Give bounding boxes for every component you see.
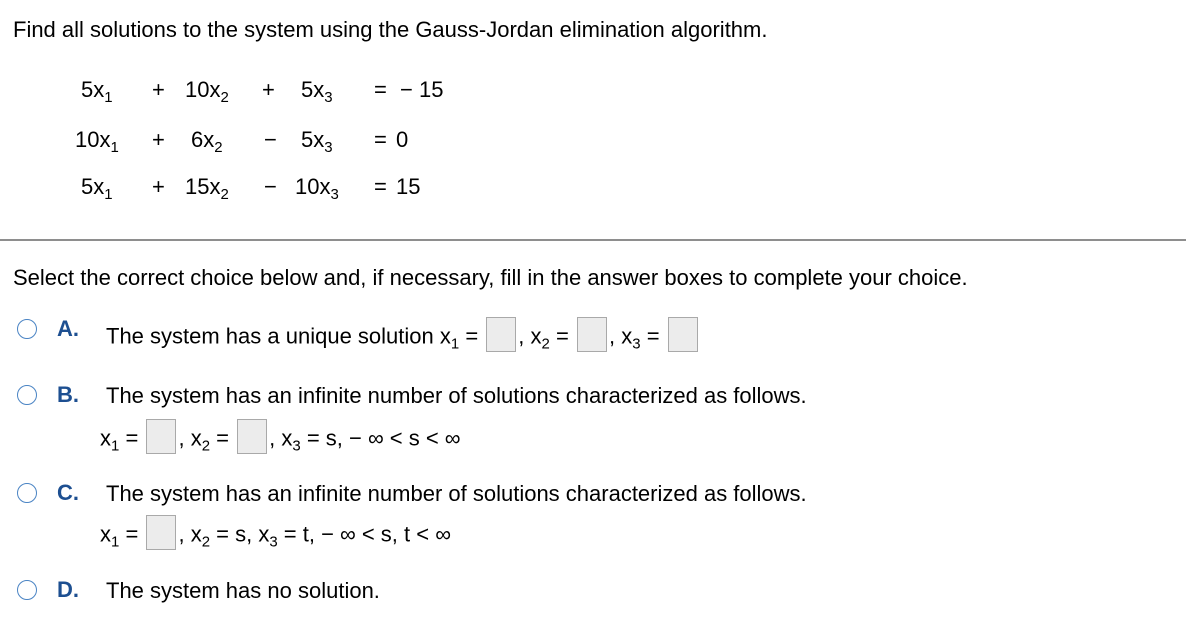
choice-b[interactable] <box>0 382 1186 462</box>
radio-b[interactable] <box>17 385 37 405</box>
choice-c-text: The system has an infinite number of solutions characterized as follows. <box>106 481 807 506</box>
choice-c-answer-line: $x_1$ = , $x_2 = s$, $x_3 = t$, − ∞ < s, t < ∞ <box>100 518 451 553</box>
term-1: $5x_1$ <box>81 174 113 204</box>
choice-a-label: The system has a unique solution x <box>106 323 451 349</box>
choice-c-letter: C. <box>57 480 79 505</box>
equals: = <box>374 77 387 102</box>
equation-row <box>0 174 600 206</box>
choice-d[interactable] <box>0 577 1186 611</box>
rhs: 15 <box>396 174 421 199</box>
operator: − <box>264 127 277 152</box>
term-1: $5x_1$ <box>81 77 113 107</box>
radio-d[interactable] <box>17 580 37 600</box>
rhs: − 15 <box>400 77 444 102</box>
choice-b-answer-line: $x_1$ = , $x_2$ = , $x_3 = s$, − ∞ < s < ∞ <box>100 422 460 457</box>
term-1: $10x_1$ <box>75 127 119 157</box>
radio-c[interactable] <box>17 483 37 503</box>
choice-c[interactable] <box>0 480 1186 560</box>
operator: + <box>262 77 275 102</box>
choice-a-letter: A. <box>57 316 79 341</box>
rhs: 0 <box>396 127 409 152</box>
choice-d-letter: D. <box>57 577 79 602</box>
choice-b-text: The system has an infinite number of solutions characterized as follows. <box>106 383 807 408</box>
term-2: $6x_2$ <box>191 127 223 157</box>
operator: + <box>152 127 165 152</box>
equals: = <box>374 127 387 152</box>
answer-box-x1[interactable] <box>146 419 176 454</box>
choice-b-letter: B. <box>57 382 79 407</box>
equals: = <box>374 174 387 199</box>
radio-a[interactable] <box>17 319 37 339</box>
answer-box-x3[interactable] <box>668 317 698 352</box>
term-2: $10x_2$ <box>185 77 229 107</box>
answer-box-x2[interactable] <box>237 419 267 454</box>
term-2: $15x_2$ <box>185 174 229 204</box>
equation-row <box>0 127 600 159</box>
term-3: $5x_3$ <box>301 77 333 107</box>
operator: + <box>152 174 165 199</box>
choice-a[interactable] <box>0 316 1186 356</box>
equation-row <box>0 77 600 109</box>
operator: − <box>264 174 277 199</box>
operator: + <box>152 77 165 102</box>
answer-box-x2[interactable] <box>577 317 607 352</box>
problem-prompt: Find all solutions to the system using the Gauss-Jordan elimination algorithm. <box>13 17 768 42</box>
section-divider <box>0 239 1186 241</box>
answer-box-x1[interactable] <box>146 515 176 550</box>
term-3: $10x_3$ <box>295 174 339 204</box>
answer-box-x1[interactable] <box>486 317 516 352</box>
choice-d-text: The system has no solution. <box>106 578 380 603</box>
choice-a-text: The system has a unique solution $x_1$ = , $x_2$ = , $x_3$ = <box>106 320 700 355</box>
instructions: Select the correct choice below and, if necessary, fill in the answer boxes to complete your choice. <box>13 265 968 290</box>
term-3: $5x_3$ <box>301 127 333 157</box>
